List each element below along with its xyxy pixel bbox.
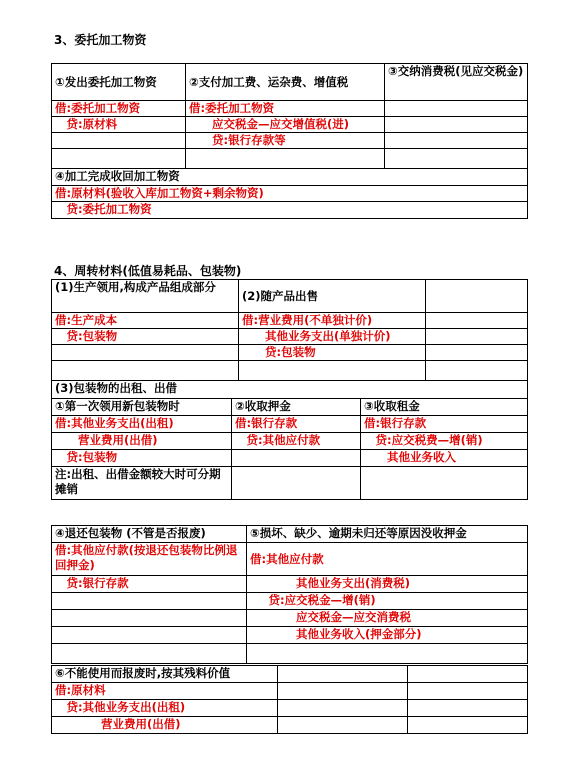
- entry-cell: 营业费用(出借): [52, 433, 232, 450]
- entry-cell: [408, 700, 528, 717]
- entry-cell: [52, 345, 239, 361]
- entry-cell: [385, 133, 528, 149]
- entry-cell: 贷:银行存款: [52, 576, 247, 593]
- entry-cell: 借:银行存款: [361, 416, 528, 433]
- section-3-title: 3、委托加工物资: [54, 33, 147, 47]
- scrap-header: ⑥不能使用而报废时,按其残料价值: [52, 666, 278, 683]
- section-4-table-1: [51, 279, 528, 381]
- entry-cell: 借:其他业务支出(出租): [52, 416, 232, 433]
- entry-cell: 借:委托加工物资: [186, 101, 385, 117]
- pay-consumption-tax-header: ③交纳消费税(见应交税金): [385, 64, 528, 101]
- entry-cell: [408, 683, 528, 700]
- entry-cell: [426, 313, 528, 329]
- section-4-title: 4、周转材料(低值易耗品、包装物): [54, 264, 242, 278]
- note-cell: 注:出租、出借金额较大时可分期摊销: [52, 467, 232, 500]
- entry-cell: 应交税金—应交增值税(进): [186, 117, 385, 133]
- entry-cell: [52, 610, 247, 627]
- entry-cell: 借:原材料: [52, 683, 278, 700]
- entry-cell: 应交税金—应交消费税: [247, 610, 528, 627]
- rent-lend-subheader: (3)包装物的出租、出借: [52, 381, 528, 399]
- entry-cell: [232, 450, 361, 467]
- entry-cell: [408, 717, 528, 734]
- entry-cell: [239, 361, 426, 381]
- entry-cell: 贷:包装物: [52, 450, 232, 467]
- entry-cell: 贷:银行存款等: [186, 133, 385, 149]
- entry-cell: 贷:其他应付款: [232, 433, 361, 450]
- collect-deposit-header: ②收取押金: [232, 399, 361, 416]
- entry-cell: [426, 329, 528, 345]
- entry-cell: 贷:包装物: [239, 345, 426, 361]
- header-cell: [426, 280, 528, 313]
- entry-cell: [278, 700, 408, 717]
- issue-materials-header: ①发出委托加工物资: [52, 64, 186, 101]
- section-4-table-2: [51, 380, 528, 500]
- entry-cell: [52, 644, 247, 664]
- entry-cell: [186, 149, 385, 169]
- section-4-table-4: [51, 665, 528, 734]
- entry-cell: 贷:应交税费—增(销): [361, 433, 528, 450]
- entry-cell: 借:其他应付款: [247, 543, 528, 576]
- entry-cell: 借:生产成本: [52, 313, 239, 329]
- entry-cell: 贷:其他业务支出(出租): [52, 700, 278, 717]
- entry-cell: [278, 683, 408, 700]
- entry-cell: [408, 666, 528, 683]
- entry-cell: [385, 149, 528, 169]
- collect-rent-header: ③收取租金: [361, 399, 528, 416]
- first-use-header: ①第一次领用新包装物时: [52, 399, 232, 416]
- entry-cell: [52, 149, 186, 169]
- entry-cell: [278, 666, 408, 683]
- forfeit-deposit-header: ⑤损坏、缺少、逾期未归还等原因没收押金: [247, 526, 528, 543]
- entry-cell: 贷:应交税金—增(销): [247, 593, 528, 610]
- entry-cell: [52, 133, 186, 149]
- entry-cell: 借:其他应付款(按退还包装物比例退回押金): [52, 543, 247, 576]
- entry-cell: 其他业务收入(押金部分): [247, 627, 528, 644]
- entry-cell: 借:委托加工物资: [52, 101, 186, 117]
- section-4-table-3: [51, 525, 528, 664]
- entry-cell: 其他业务支出(消费税): [247, 576, 528, 593]
- entry-cell: 营业费用(出借): [52, 717, 278, 734]
- entry-cell: 借:营业费用(不单独计价): [239, 313, 426, 329]
- entry-cell: [247, 644, 528, 664]
- entry-cell: 贷:包装物: [52, 329, 239, 345]
- entry-cell: [426, 361, 528, 381]
- entry-cell: 其他业务收入: [361, 450, 528, 467]
- production-use-header: (1)生产领用,构成产品组成部分: [52, 280, 239, 313]
- pay-processing-fee-header: ②支付加工费、运杂费、增值税: [186, 64, 385, 101]
- entry-cell: 其他业务支出(单独计价): [239, 329, 426, 345]
- entry-cell: 贷:原材料: [52, 117, 186, 133]
- receive-processed-materials-header: ④加工完成收回加工物资: [52, 169, 528, 186]
- entry-cell: [232, 467, 361, 500]
- entry-cell: [361, 467, 528, 500]
- entry-cell: [52, 361, 239, 381]
- entry-cell: [278, 717, 408, 734]
- entry-cell: [52, 593, 247, 610]
- entry-cell: 贷:委托加工物资: [52, 202, 528, 219]
- entry-cell: 借:原材料(验收入库加工物资+剩余物资): [52, 186, 528, 202]
- return-packaging-header: ④退还包装物 (不管是否报废): [52, 526, 247, 543]
- entry-cell: [426, 345, 528, 361]
- entry-cell: 借:银行存款: [232, 416, 361, 433]
- sold-with-product-header: (2)随产品出售: [239, 280, 426, 313]
- entry-cell: [385, 101, 528, 117]
- entry-cell: [52, 627, 247, 644]
- entry-cell: [385, 117, 528, 133]
- section-3-table: [51, 63, 528, 219]
